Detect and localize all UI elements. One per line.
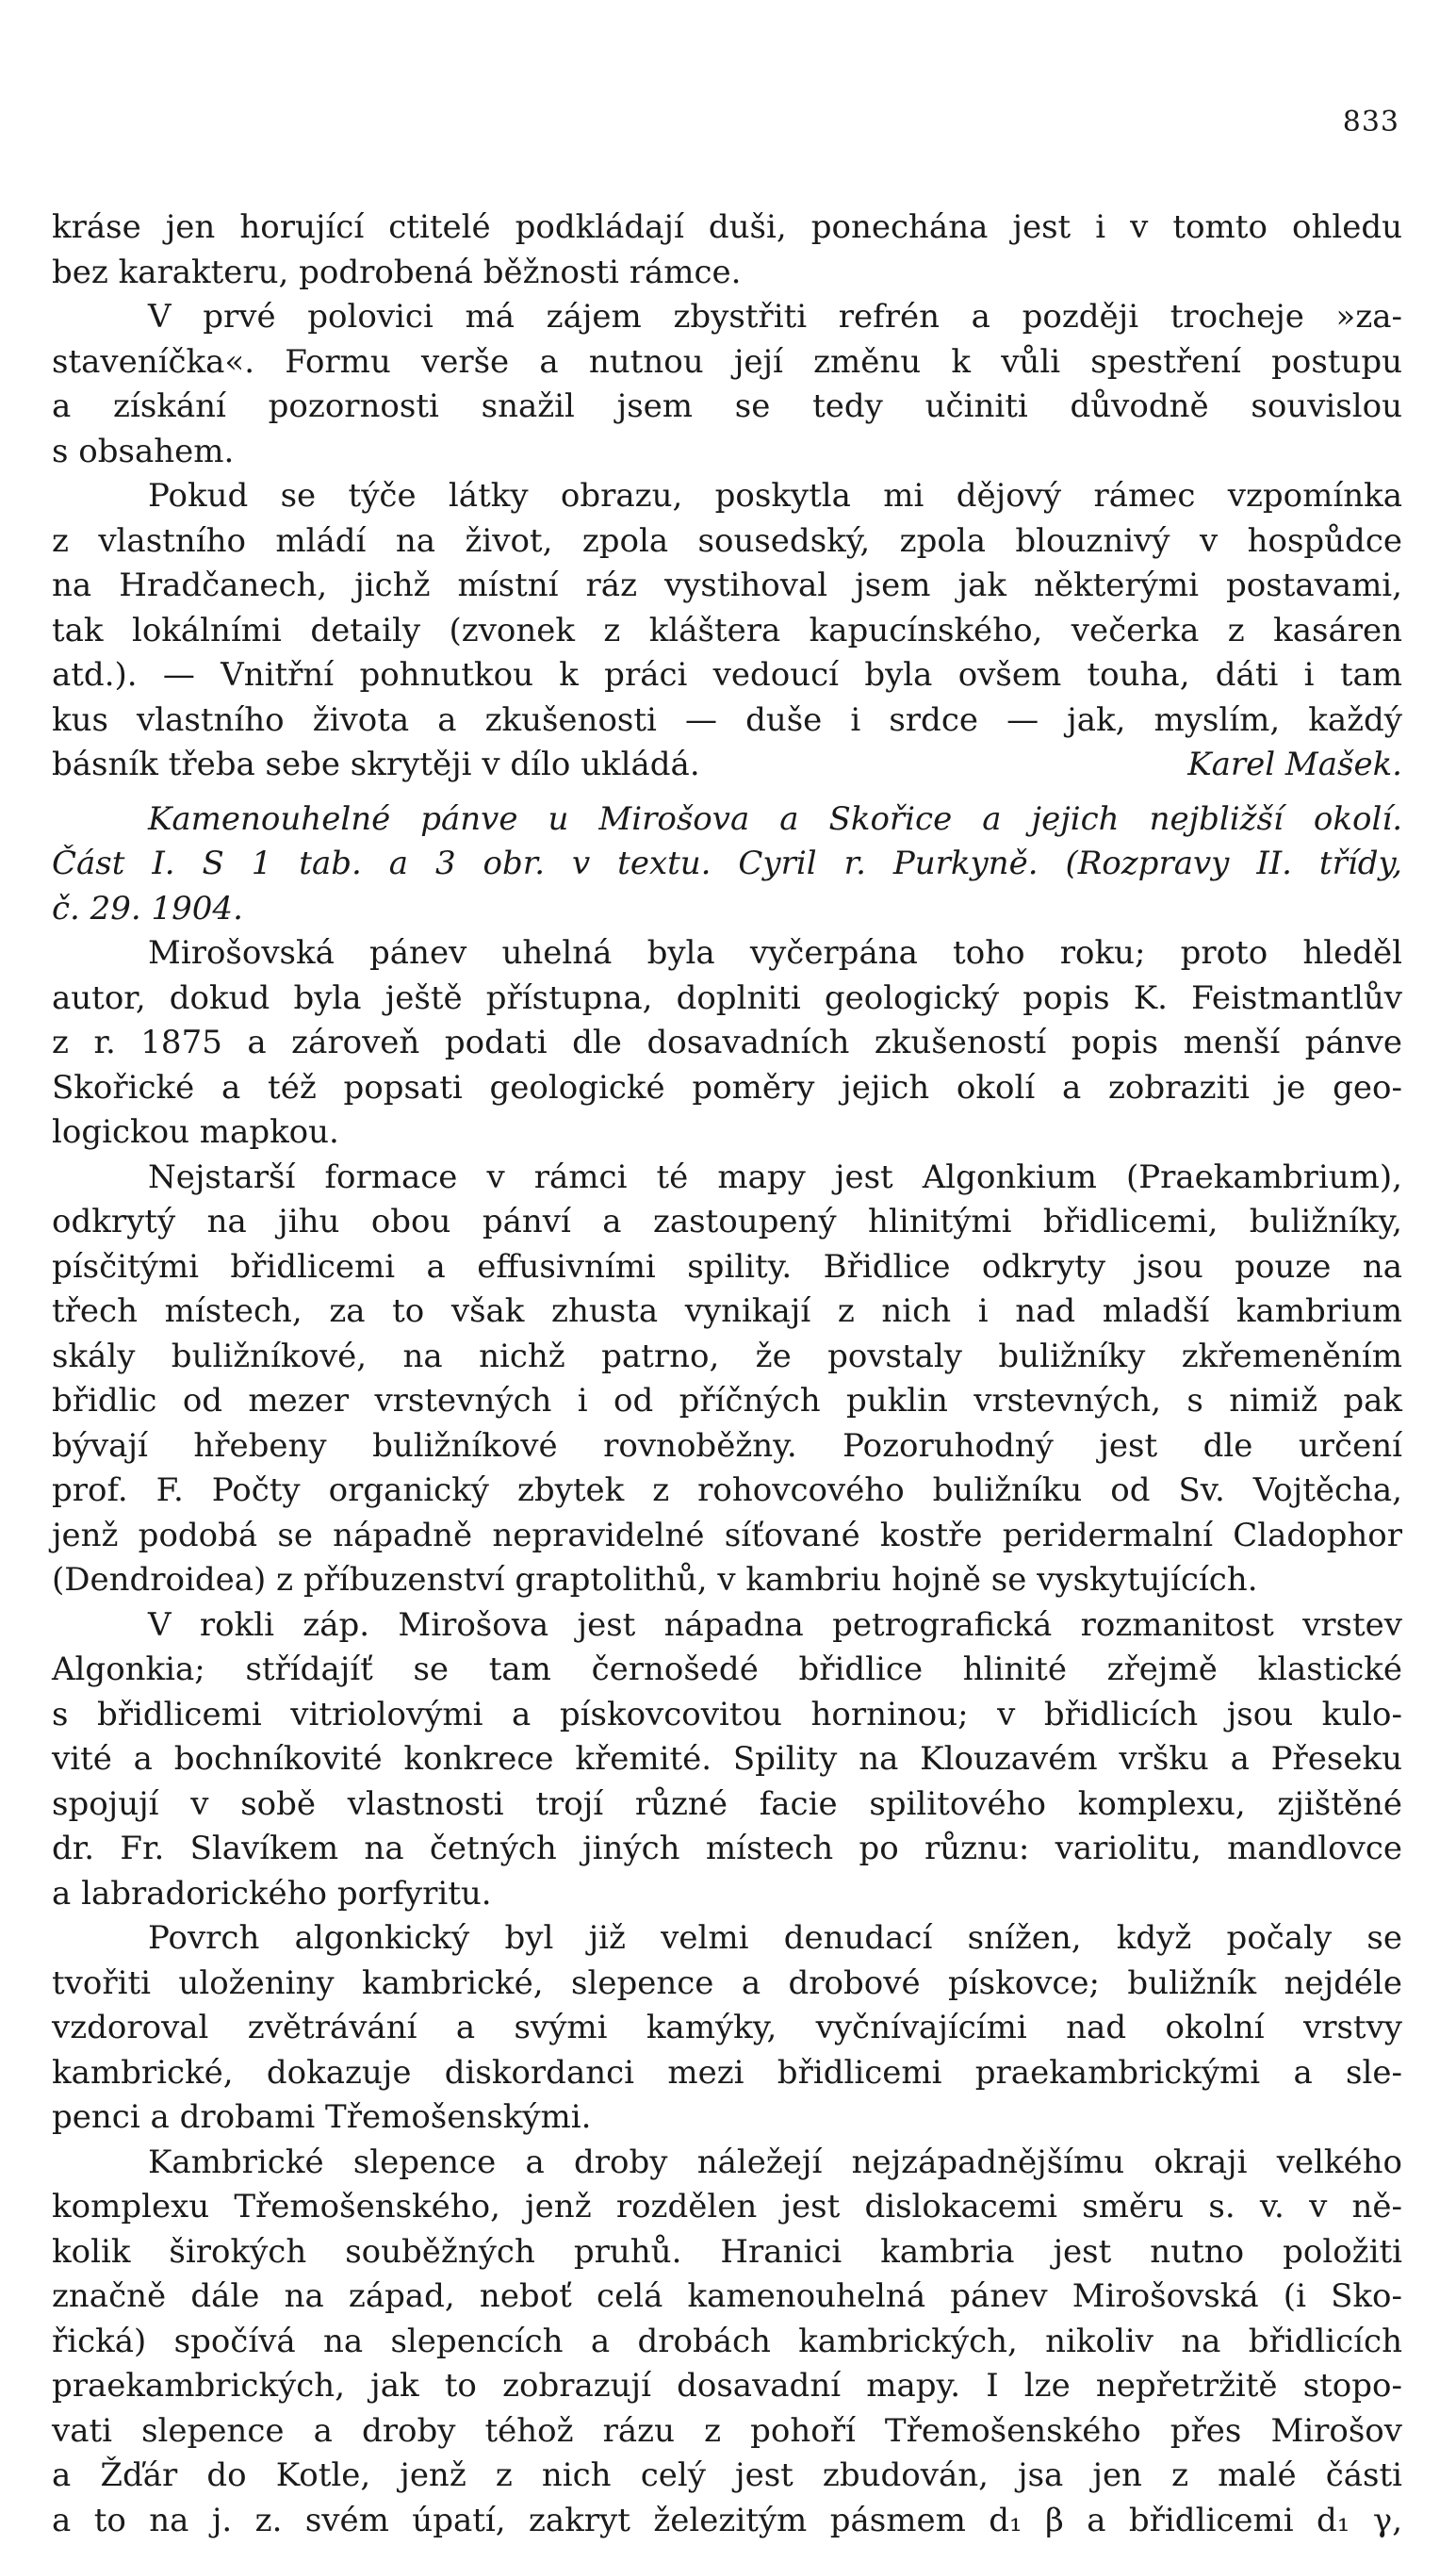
text-line: z vlastního mládí na život, zpola sousedský, zpola blouznivý v hospůdce: [52, 521, 1402, 560]
page-number: 833: [1342, 106, 1399, 139]
text-line: vati slepence a droby téhož rázu z pohoří Třemošenského přes Mirošov: [52, 2411, 1402, 2450]
text-line: a získání pozornosti snažil jsem se tedy učiniti důvodně souvislou: [52, 387, 1402, 425]
text-line: písčitými břidlicemi a effusivními spility. Břidlice odkryty jsou pouze na: [52, 1247, 1402, 1286]
paragraph-7: [52, 1916, 1402, 2141]
text-line: z r. 1875 a zároveň podati dle dosavadních zkušeností popis menší pánve: [52, 1024, 1402, 1061]
paragraph-8: [52, 2141, 1402, 2544]
text-line: kambrické, dokazuje diskordanci mezi břidlicemi praekambrickými a sle-: [52, 2053, 1402, 2092]
text-line: Kambrické slepence a droby náležejí nejzápadnějšímu okraji velkého: [148, 2143, 1402, 2181]
text-line: komplexu Třemošenského, jenž rozdělen jest dislokacemi směru s. v. v ně-: [52, 2188, 1402, 2225]
text-line: staveníčka«. Formu verše a nutnou její změnu k vůli spestření postupu: [52, 342, 1402, 381]
text-line: tvořiti uloženiny kambrické, slepence a drobové pískovce; buližník nejdéle: [52, 1963, 1402, 2002]
paragraph-4: [52, 931, 1402, 1156]
text-line: s obsahem.: [52, 432, 235, 470]
paragraph-2: [52, 295, 1402, 474]
text-line: vzdoroval zvětrávání a svými kamýky, vyčnívajícími nad okolní vrstvy: [52, 2009, 1402, 2046]
paragraph-6: [52, 1603, 1402, 1917]
text-line: Pokud se týče látky obrazu, poskytla mi dějový rámec vzpomínka: [148, 477, 1402, 515]
body-text: [52, 205, 1402, 2543]
paragraph-5: [52, 1156, 1402, 1603]
text-line: (Dendroidea) z příbuzenství graptolithů, v kambriu hojně se vyskytujících.: [52, 1561, 1258, 1599]
text-line: penci a drobami Třemošenskými.: [52, 2098, 592, 2136]
text-line: řická) spočívá na slepencích a drobách kambrických, nikoliv na břidlicích: [52, 2322, 1402, 2360]
text-line: a Žďár do Kotle, jenž z nich celý jest zbudován, jsa jen z malé části: [52, 2456, 1402, 2494]
reference-line: Kamenouhelné pánve u Mirošova a Skořice a jejich nejbližší okolí.: [148, 799, 1402, 838]
text-line: [52, 743, 1402, 788]
text-line: a to na j. z. svém úpatí, zakryt železitým pásmem d₁ β a břidlicemi d₁ γ,: [52, 2501, 1402, 2539]
text-line: spojují v sobě vlastnosti trojí různé facie spilitového komplexu, zjištěné: [52, 1784, 1402, 1823]
text-line: odkrytý na jihu obou pánví a zastoupený hlinitými břidlicemi, buližníky,: [52, 1203, 1402, 1240]
text-line: autor, dokud byla ještě přístupna, doplniti geologický popis K. Feistmantlův: [52, 978, 1402, 1017]
text-line: praekambrických, jak to zobrazují dosavadní mapy. I lze nepřetržitě stopo-: [52, 2367, 1402, 2405]
bibliographic-reference: [52, 797, 1402, 932]
text-line: tak lokálními detaily (zvonek z kláštera kapucínského, večerka z kasáren: [52, 611, 1402, 649]
text-line-content: básník třeba sebe skrytěji v dílo ukládá.: [52, 746, 700, 783]
text-line: Nejstarší formace v rámci té mapy jest Algonkium (Praekambrium),: [148, 1158, 1402, 1196]
text-line: Skořické a též popsati geologické poměry jejich okolí a zobraziti je geo-: [52, 1068, 1402, 1107]
text-line: břidlic od mezer vrstevných i od příčných puklin vrstevných, s nimiž pak: [52, 1382, 1402, 1420]
text-line: vité a bochníkovité konkrece křemité. Spility na Klouzavém vršku a Přeseku: [52, 1740, 1402, 1778]
text-line: dr. Fr. Slavíkem na četných jiných místech po různu: variolitu, mandlovce: [52, 1830, 1402, 1867]
text-line: značně dále na západ, neboť celá kamenouhelná pánev Mirošovská (i Sko-: [52, 2277, 1402, 2315]
paragraph-3: [52, 474, 1402, 788]
text-line: a labradorického porfyritu.: [52, 1874, 492, 1913]
reference-line: Část I. S 1 tab. a 3 obr. v textu. Cyril r. Purkyně. (Rozpravy II. třídy,: [52, 845, 1402, 882]
paragraph-1: [52, 205, 1402, 295]
signature: Karel Mašek.: [1187, 746, 1402, 783]
reference-line: č. 29. 1904.: [52, 889, 243, 928]
text-line: skály buližníkové, na nichž patrno, že povstaly buližníky zkřemeněním: [52, 1337, 1402, 1375]
text-line: atd.). — Vnitřní pohnutkou k práci vedoucí byla ovšem touha, dáti i tam: [52, 656, 1402, 694]
text-line: V prvé polovici má zájem zbystřiti refrén a později trocheje »za-: [148, 298, 1402, 336]
text-line: Mirošovská pánev uhelná byla vyčerpána toho roku; proto hleděl: [148, 934, 1402, 972]
text-line: V rokli záp. Mirošova jest nápadna petrografická rozmanitost vrstev: [148, 1605, 1402, 1644]
text-line: prof. F. Počty organický zbytek z rohovcového buližníku od Sv. Vojtěcha,: [52, 1471, 1402, 1509]
text-line: kus vlastního života a zkušenosti — duše i srdce — jak, myslím, každý: [52, 700, 1402, 739]
text-line: bez karakteru, podrobená běžnosti rámce.: [52, 253, 742, 291]
text-line: jenž podobá se nápadně nepravidelné síťované kostře peridermalní Cladophor: [52, 1516, 1402, 1554]
text-line: Algonkia; střídajíť se tam černošedé břidlice hlinité zřejmě klastické: [52, 1651, 1402, 1688]
text-line: na Hradčanech, jichž místní ráz vystihoval jsem jak některými postavami,: [52, 567, 1402, 604]
text-line: krásе jen horující ctitelé podkládají duši, ponechána jest i v tomto ohledu: [52, 208, 1402, 246]
text-line: Povrch algonkický byl již velmi denudací snížen, když počaly se: [148, 1919, 1402, 1957]
text-line: bývají hřebeny buližníkové rovnoběžny. Pozoruhodný jest dle určení: [52, 1426, 1402, 1465]
text-line: s břidlicemi vitriolovými a pískovcovitou horninou; v břidlicích jsou kulo-: [52, 1695, 1402, 1733]
text-line: třech místech, za to však zhusta vynikají z nich i nad mladší kambrium: [52, 1292, 1402, 1330]
text-line: logickou mapkou.: [52, 1113, 339, 1151]
text-line: kolik širokých souběžných pruhů. Hranici kambria jest nutno položiti: [52, 2232, 1402, 2271]
